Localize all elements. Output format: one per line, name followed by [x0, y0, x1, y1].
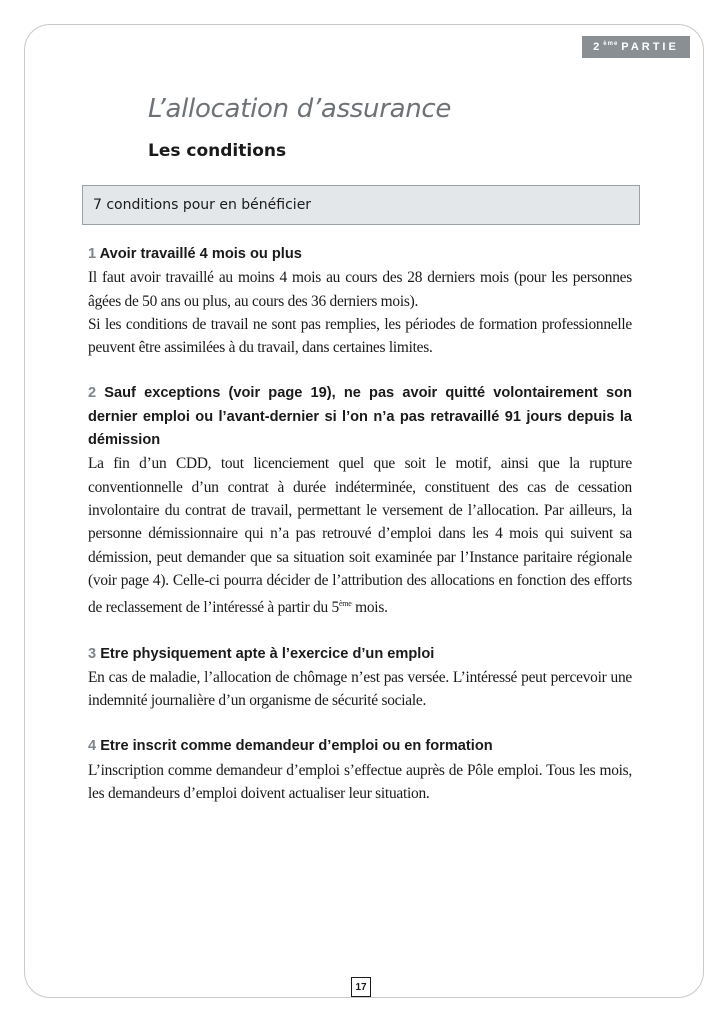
- condition-title: Etre physiquement apte à l’exercice d’un emploi: [100, 645, 435, 662]
- condition-text: La fin d’un CDD, tout licenciement quel que soit le motif, ainsi que la rupture conventionnelle d’un contrat à durée indéterminée, constituent des cas de cessation involontaire du contrat de travail, permettant le versement de l’allocation. Par ailleurs, la personne démissionnaire qui n’a pas retrouvé d’emploi dans les 4 mois qui suivent sa démission, peut demander que sa situation soit examinée par l’Instance paritaire régionale (voir page 4). Celle-ci pourra décider de l’attribution des allocations en fonction des efforts de reclassement de l’intéressé à partir du 5: [88, 455, 632, 617]
- condition-title: Etre inscrit comme demandeur d’emploi ou en formation: [100, 738, 493, 755]
- conditions-list: [88, 243, 632, 828]
- condition-heading: [88, 382, 632, 452]
- section-header-label: 7 conditions pour en bénéficier: [93, 197, 312, 213]
- section-header: [82, 185, 640, 225]
- condition-text-end: mois.: [351, 599, 388, 617]
- page-subtitle: Les conditions: [148, 141, 287, 161]
- condition-title: Avoir travaillé 4 mois ou plus: [99, 246, 302, 262]
- condition-1: [88, 243, 632, 359]
- condition-title: Sauf exceptions (voir page 19), ne pas avoir quitté volontairement son dernier emploi ou l’avant-dernier si l’on n’a pas retravaillé 91 jours depuis la démission: [88, 385, 632, 449]
- condition-number: 2: [88, 385, 97, 402]
- condition-paragraph: Si les conditions de travail ne sont pas remplies, les périodes de formation professionnelle peuvent être assimilées à du travail, dans certaines limites.: [88, 315, 632, 357]
- part-word: PARTIE: [621, 41, 679, 53]
- condition-heading: [88, 243, 632, 266]
- condition-3: [88, 643, 632, 713]
- condition-number: 4: [88, 738, 97, 755]
- condition-4: [88, 735, 632, 805]
- part-label: [582, 36, 690, 58]
- condition-paragraph: L’inscription comme demandeur d’emploi s’effectue auprès de Pôle emploi. Tous les mois, les demandeurs d’emploi doivent actualiser leur situation.: [88, 761, 632, 803]
- condition-heading: [88, 735, 632, 758]
- page-title: L’allocation d’assurance: [148, 94, 452, 124]
- condition-2: [88, 382, 632, 619]
- condition-number: 3: [88, 645, 97, 662]
- condition-paragraph: En cas de maladie, l’allocation de chômage n’est pas versée. L’intéressé peut percevoir une indemnité journalière d’un organisme de sécurité sociale.: [88, 668, 632, 710]
- page-number: 17: [351, 977, 371, 997]
- part-number-suffix: ème: [603, 41, 619, 47]
- condition-heading: [88, 643, 632, 666]
- ordinal-suffix: ème: [338, 599, 352, 609]
- condition-paragraph: Il faut avoir travaillé au moins 4 mois au cours des 28 derniers mois (pour les personnes âgées de 50 ans ou plus, au cours des 36 derniers mois).: [88, 269, 632, 310]
- part-number: 2: [593, 41, 603, 53]
- condition-paragraph: [88, 452, 632, 619]
- condition-number: 1: [88, 246, 97, 262]
